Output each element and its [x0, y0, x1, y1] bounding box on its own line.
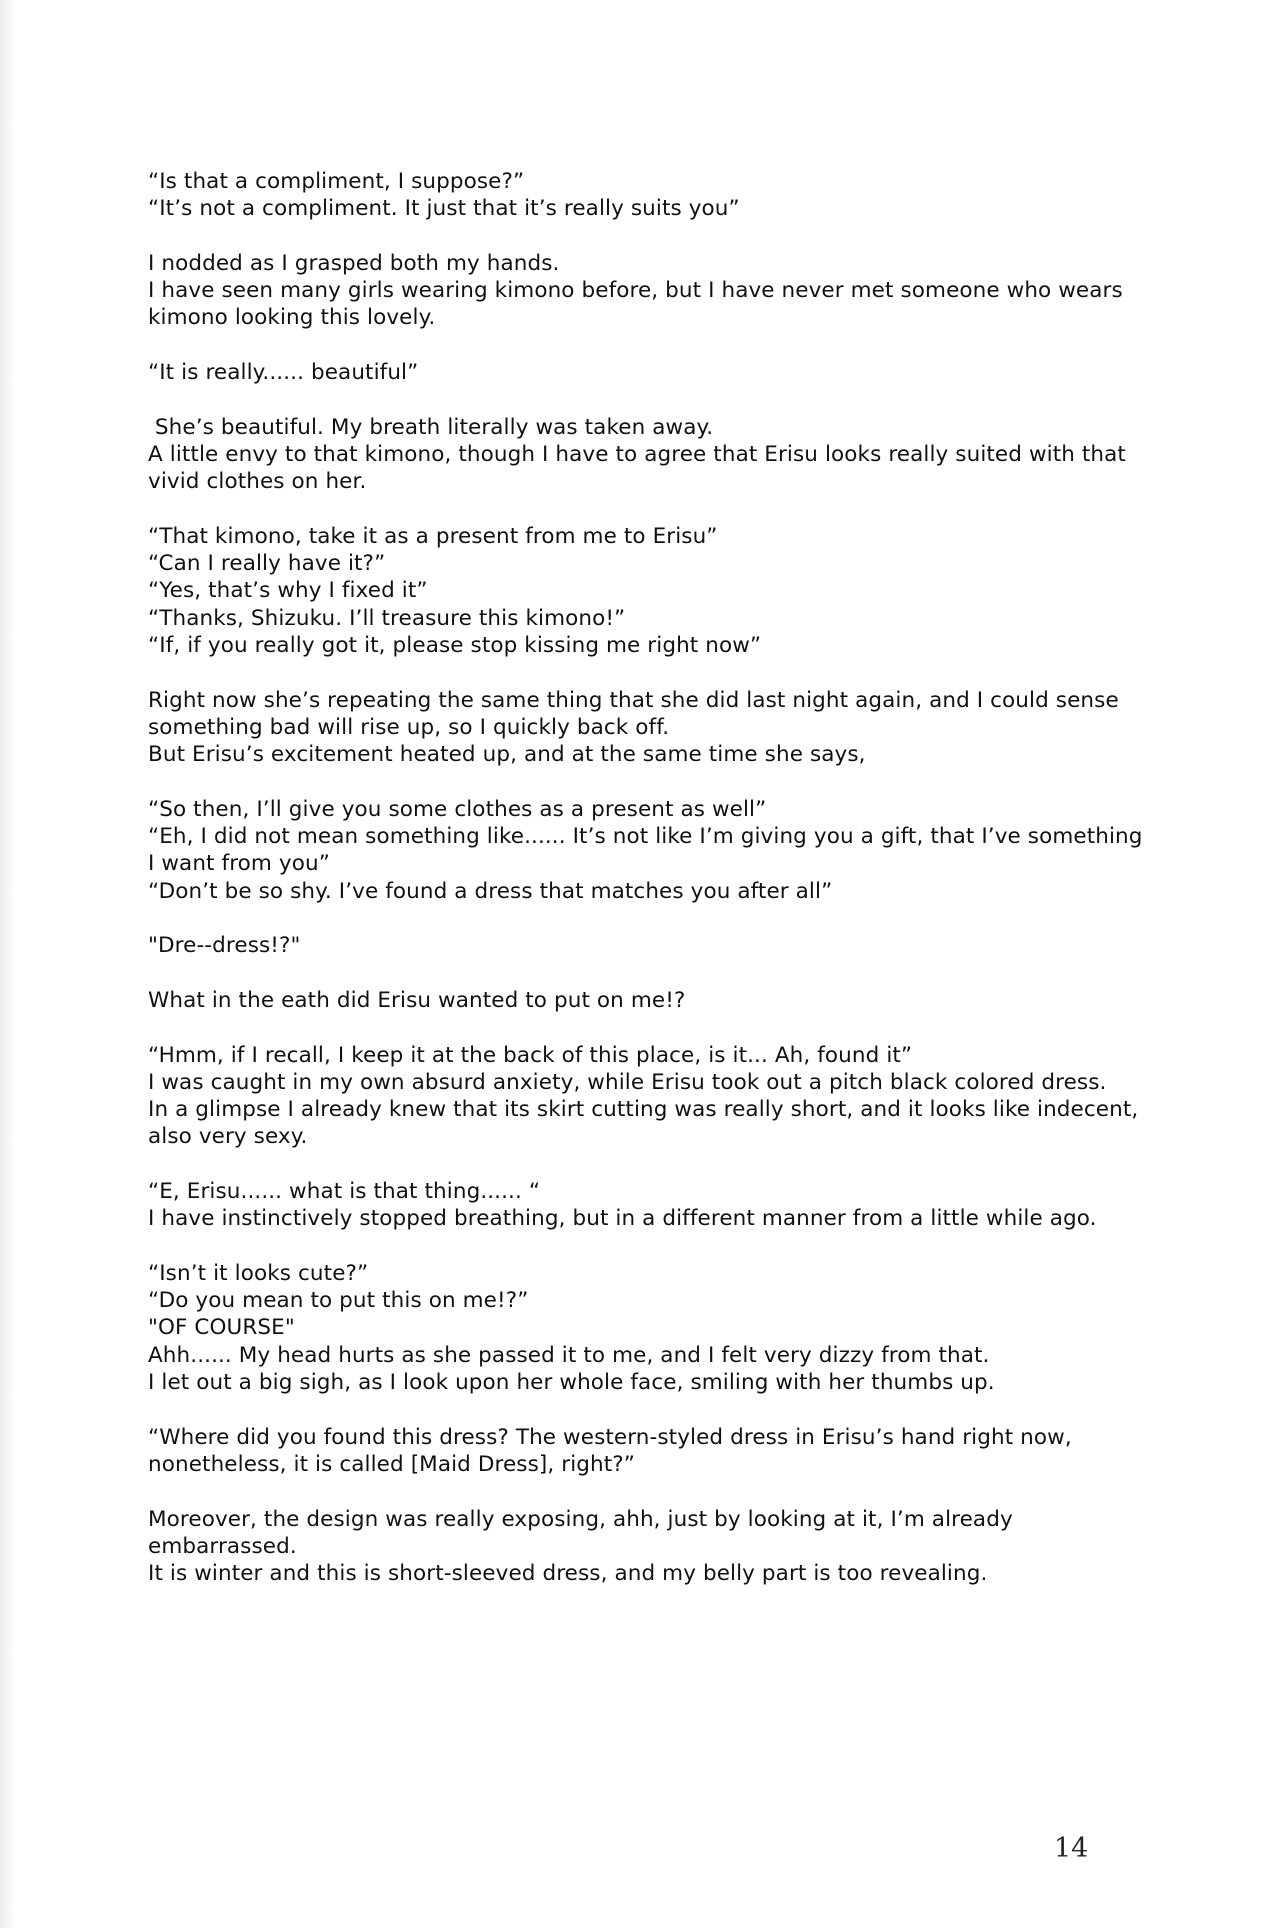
text-line: “Is that a compliment, I suppose?” [148, 169, 525, 194]
text-line: Moreover, the design was really exposing, ahh, just by looking at it, I’m already [148, 1506, 1013, 1532]
text-line: Right now she’s repeating the same thing that she did last night again, and I could sense [148, 687, 1119, 713]
text-line: “Don’t be so shy. I’ve found a dress that matches you after all” [148, 878, 833, 904]
text-line: vivid clothes on her. [148, 469, 367, 495]
text-line: It is winter and this is short-sleeved dress, and my belly part is too revealing. [148, 1561, 988, 1587]
text-line: But Erisu’s excitement heated up, and at the same time she says, [148, 742, 866, 768]
text-line: “So then, I’ll give you some clothes as a present as well” [148, 796, 767, 822]
text-line: I have seen many girls wearing kimono before, but I have never met someone who wears [148, 278, 1123, 304]
text-line: “Thanks, Shizuku. I’ll treasure this kimono!” [148, 605, 626, 631]
text-line: “Hmm, if I recall, I keep it at the back of this place, is it... Ah, found it” [148, 1042, 913, 1068]
blank-line [148, 1396, 1208, 1423]
text-line: “Can I really have it?” [148, 551, 386, 577]
blank-line [148, 960, 1208, 987]
text-line: “Where did you found this dress? The western-styled dress in Erisu’s hand right now, [148, 1424, 1072, 1450]
blank-line [148, 659, 1208, 686]
text-line: nonetheless, it is called [Maid Dress], right?” [148, 1451, 636, 1477]
text-line: “Eh, I did not mean something like...... It’s not like I’m giving you a gift, that I’ve something [148, 824, 1143, 850]
text-line: "Dre--dress!?" [148, 933, 301, 959]
blank-line [148, 769, 1208, 796]
text-line: “Yes, that’s why I fixed it” [148, 578, 428, 604]
text-line: What in the eath did Erisu wanted to put on me!? [148, 987, 686, 1013]
text-line: “It’s not a compliment. It just that it’s really suits you” [148, 196, 740, 222]
text-line: kimono looking this lovely. [148, 305, 436, 331]
text-line: "OF COURSE" [148, 1315, 295, 1341]
blank-line [148, 1151, 1208, 1178]
blank-line [148, 905, 1208, 932]
blank-line [148, 332, 1208, 359]
text-line: I let out a big sigh, as I look upon her whole face, smiling with her thumbs up. [148, 1370, 995, 1396]
blank-line [148, 1233, 1208, 1260]
text-line: “E, Erisu...... what is that thing...... “ [148, 1178, 541, 1204]
text-line: “It is really...... beautiful” [148, 360, 419, 386]
text-line: A little envy to that kimono, though I have to agree that Erisu looks really suited with that [148, 441, 1126, 467]
body-text [148, 168, 1208, 1587]
page-edge-shadow [0, 0, 16, 1928]
text-line: I was caught in my own absurd anxiety, while Erisu took out a pitch black colored dress. [148, 1069, 1107, 1095]
page-number: 14 [1054, 1833, 1089, 1864]
text-line: also very sexy. [148, 1124, 308, 1150]
blank-line [148, 1478, 1208, 1505]
text-line: I have instinctively stopped breathing, but in a different manner from a little while ago. [148, 1206, 1097, 1232]
text-line: “Isn’t it looks cute?” [148, 1260, 369, 1286]
blank-line [148, 386, 1208, 413]
text-line: I want from you” [148, 851, 330, 877]
blank-line [148, 223, 1208, 250]
text-line: something bad will rise up, so I quickly back off. [148, 714, 670, 740]
blank-line [148, 496, 1208, 523]
text-line: Ahh...... My head hurts as she passed it to me, and I felt very dizzy from that. [148, 1342, 990, 1368]
text-line: “Do you mean to put this on me!?” [148, 1288, 529, 1314]
text-line: I nodded as I grasped both my hands. [148, 250, 560, 276]
text-line: “That kimono, take it as a present from me to Erisu” [148, 523, 718, 549]
text-line: embarrassed. [148, 1533, 297, 1559]
text-line: She’s beautiful. My breath literally was taken away. [148, 414, 714, 440]
text-line: “If, if you really got it, please stop kissing me right now” [148, 633, 762, 659]
text-line: In a glimpse I already knew that its skirt cutting was really short, and it looks like indecent, [148, 1097, 1139, 1123]
blank-line [148, 1014, 1208, 1041]
